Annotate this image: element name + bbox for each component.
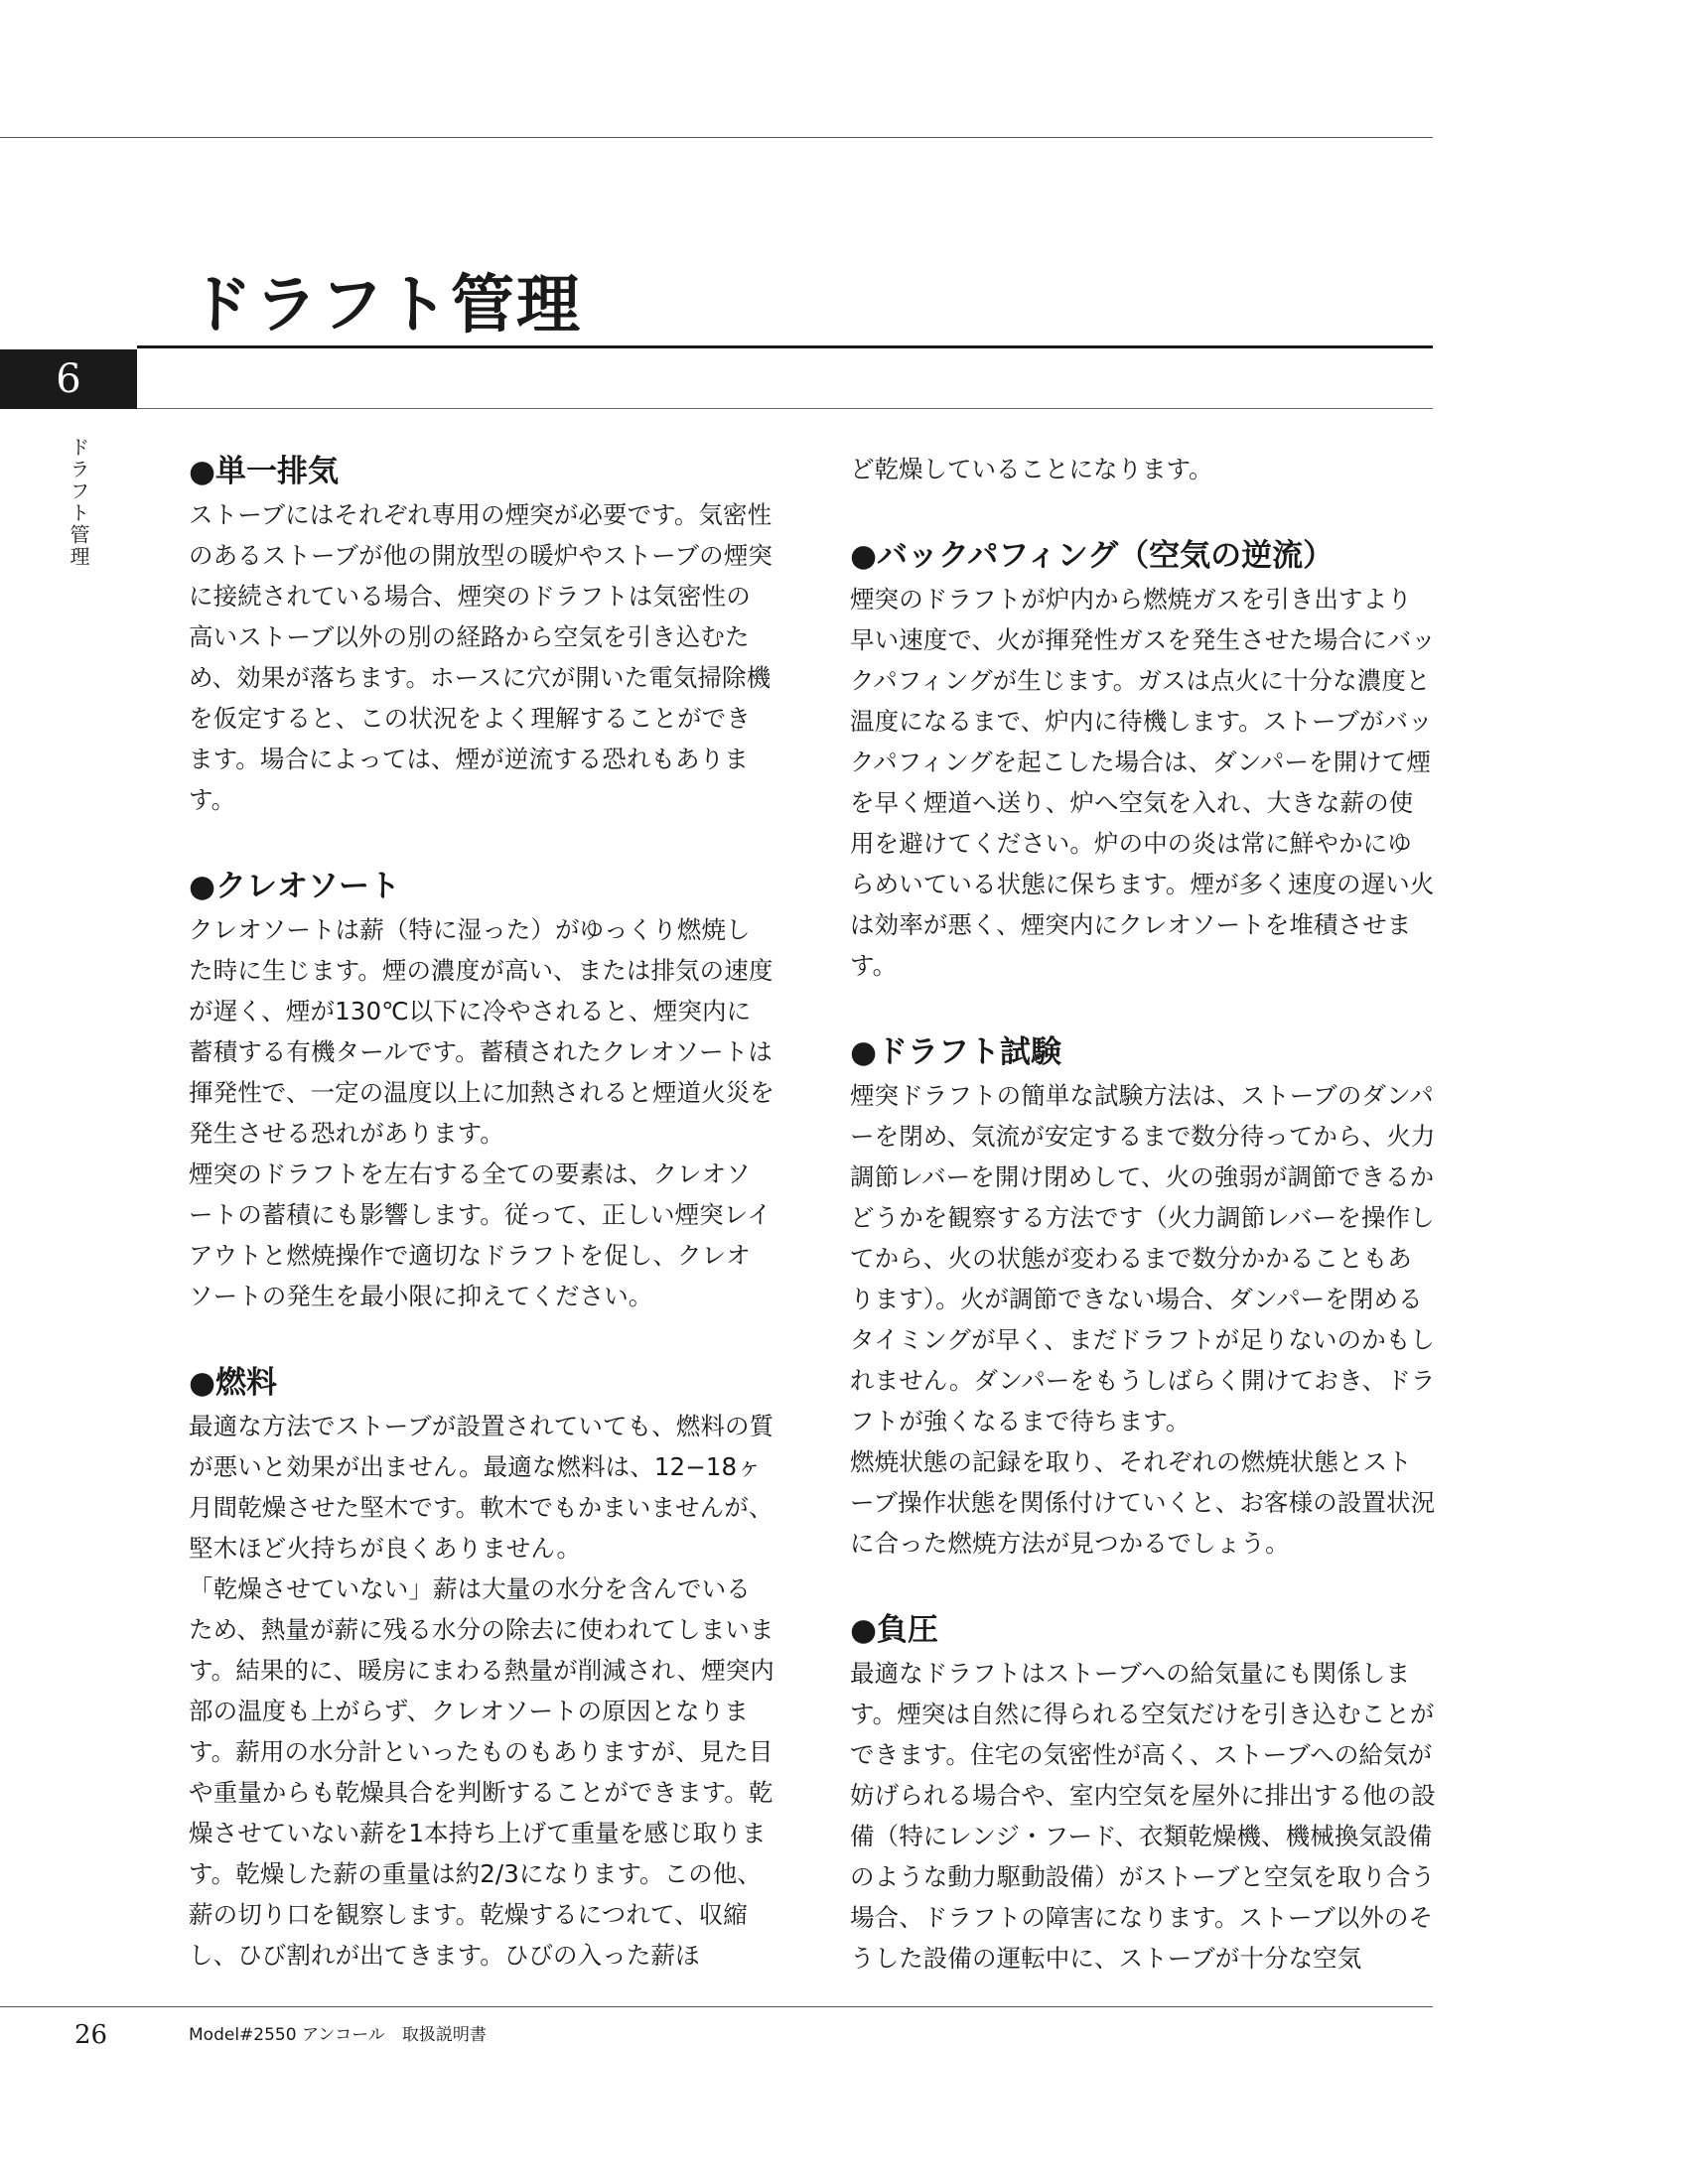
section-fuel: [189, 1360, 774, 1976]
continuation-text: ど乾燥していることになります。: [850, 455, 1213, 483]
section-paragraph: 「乾燥させていない」薪は大量の水分を含んでいるため、熱量が薪に残る水分の除去に使われてしまいます。結果的に、暖房にまわる熱量が削減され、煙突内部の温度も上がらず、クレオソートの原因となります。薪用の水分計といったものもありますが、見た目や重量からも乾燥具合を判断することができます。乾燥させていない薪を1本持ち上げて重量を感じ取ります。乾燥した薪の重量は約2/3になります。この他、薪の切り口を観察します。乾燥するにつれて、収縮し、ひび割れが出てきます。ひびの入った薪ほ: [189, 1574, 774, 1970]
title-rule: [137, 345, 1433, 348]
section-paragraph: 煙突ドラフトの簡単な試験方法は、ストーブのダンパーを閉め、気流が安定するまで数分待ってから、火力調節レバーを開け閉めして、火の強弱が調節できるかどうかを観察する方法です（火力調節レバーを操作してから、火の状態が変わるまで数分かかることもあります）。火が調節できない場合、ダンパーを閉めるタイミングが早く、まだドラフトが足りないのかもしれません。ダンパーをもうしばらく開けておき、ドラフトが強くなるまで待ちます。: [850, 1081, 1436, 1435]
side-chapter-label: ドラフト管理: [67, 437, 90, 568]
top-rule: [0, 137, 1433, 138]
chapter-rule: [137, 408, 1433, 409]
section-heading: ●燃料: [189, 1365, 278, 1401]
footer-rule: [0, 2006, 1433, 2007]
section-paragraph: 最適なドラフトはストーブへの給気量にも関係します。煙突は自然に得られる空気だけを引き込むことができます。住宅の気密性が高く、ストーブへの給気が妨げられる場合や、室内空気を屋外に排出する他の設備（特にレンジ・フード、衣類乾燥機、機械換気設備のような動力駆動設備）がストーブと空気を取り合う場合、ドラフトの障害になります。ストーブ以外のそうした設備の運転中に、ストーブが十分な空気: [850, 1659, 1436, 1973]
right-column: [850, 449, 1436, 2022]
section-paragraph: ストーブにはそれぞれ専用の煙突が必要です。気密性のあるストーブが他の開放型の暖炉やストーブの煙突に接続されている場合、煙突のドラフトは気密性の高いストーブ以外の別の経路から空気を引き込むため、効果が落ちます。ホースに穴が開いた電気掃除機を仮定すると、この状況をよく理解することができます。場合によっては、煙が逆流する恐れもあります。: [189, 500, 773, 814]
page-number: 26: [74, 2020, 108, 2050]
section-paragraph: クレオソートは薪（特に湿った）がゆっくり燃焼した時に生じます。煙の濃度が高い、または排気の速度が遅く、煙が130℃以下に冷やされると、煙突内に蓄積する有機タールです。蓄積されたクレオソートは揮発性で、一定の温度以上に加熱されると煙道火災を発生させる恐れがあります。: [189, 915, 774, 1148]
footer-manual-title: Model#2550 アンコール 取扱説明書: [189, 2025, 487, 2045]
section-paragraph: 煙突のドラフトを左右する全ての要素は、クレオソートの蓄積にも影響します。従って、正しい煙突レイアウトと燃焼操作で適切なドラフトを促し、クレオソートの発生を最小限に抑えてください。: [189, 1160, 772, 1310]
section-paragraph: 煙突のドラフトが炉内から燃焼ガスを引き出すより早い速度で、火が揮発性ガスを発生させた場合にバックパフィングが生じます。ガスは点火に十分な濃度と温度になるまで、炉内に待機します。ストーブがバックパフィングを起こした場合は、ダンパーを開けて煙を早く煙道へ送り、炉へ空気を入れ、大きな薪の使用を避けてください。炉の中の炎は常に鮮やかにゆらめいている状態に保ちます。煙が多く速度の遅い火は効率が悪く、煙突内にクレオソートを堆積させます。: [850, 585, 1436, 980]
section-heading: ●クレオソート: [189, 869, 401, 904]
section-draft-test: [850, 1029, 1436, 1564]
section-creosote: [189, 864, 774, 1316]
section-heading: ●単一排気: [189, 454, 340, 489]
left-column: [189, 449, 774, 2019]
section-heading: ●負圧: [850, 1612, 939, 1648]
section-negative-pressure: [850, 1607, 1436, 1979]
page-title: ドラフト管理: [189, 268, 582, 342]
chapter-number-tab: 6: [0, 349, 137, 409]
section-single-exhaust: [189, 449, 774, 820]
section-paragraph: 最適な方法でストーブが設置されていても、燃料の質が悪いと効果が出ません。最適な燃料は、12−18ヶ月間乾燥させた堅木です。軟木でもかまいませんが、堅木ほど火持ちが良くありません。: [189, 1412, 774, 1563]
section-backpuffing: [850, 533, 1436, 986]
section-heading: ●バックパフィング（空気の逆流）: [850, 538, 1335, 574]
section-paragraph: 燃焼状態の記録を取り、それぞれの燃焼状態とストーブ操作状態を関係付けていくと、お客様の設置状況に合った燃焼方法が見つかるでしょう。: [850, 1447, 1436, 1558]
section-heading: ●ドラフト試験: [850, 1034, 1062, 1070]
